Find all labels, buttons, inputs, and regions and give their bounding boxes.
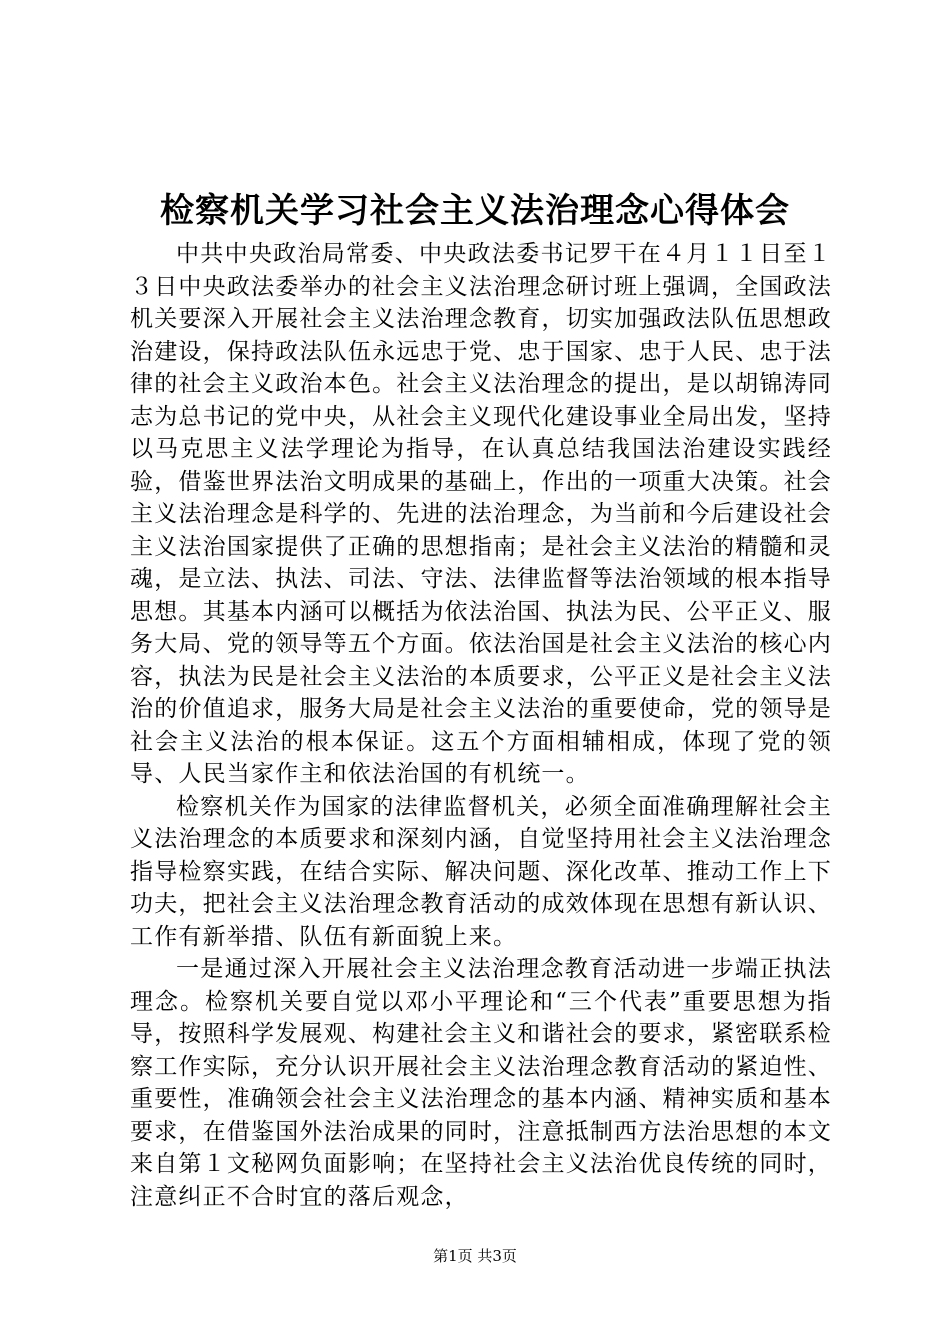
document-title: 检察机关学习社会主义法治理念心得体会	[160, 191, 790, 231]
paragraph-1: 中共中央政治局常委、中央政法委书记罗干在４月１１日至１３日中央政法委举办的社会主义法治理念研讨班上强调，全国政法机关要深入开展社会主义法治理念教育，切实加强政法队伍思想政治建设，保持政法队伍永远忠于党、忠于国家、忠于人民、忠于法律的社会主义政治本色。社会主义法治理念的提出，是以胡锦涛同志为总书记的党中央，从社会主义现代化建设事业全局出发，坚持以马克思主义法学理论为指导，在认真总结我国法治建设实践经验，借鉴世界法治文明成果的基础上，作出的一项重大决策。社会主义法治理念是科学的、先进的法治理念，为当前和今后建设社会主义法治国家提供了正确的思想指南；是社会主义法治的精髓和灵魂，是立法、执法、司法、守法、法律监督等法治领域的根本指导思想。其基本内涵可以概括为依法治国、执法为民、公平正义、服务大局、党的领导等五个方面。依法治国是社会主义法治的核心内容，执法为民是社会主义法治的本质要求，公平正义是社会主义法治的价值追求，服务大局是社会主义法治的重要使命，党的领导是社会主义法治的根本保证。这五个方面相辅相成，体现了党的领导、人民当家作主和依法治国的有机统一。	[130, 241, 832, 787]
paragraph-2: 检察机关作为国家的法律监督机关，必须全面准确理解社会主义法治理念的本质要求和深刻内涵，自觉坚持用社会主义法治理念指导检察实践，在结合实际、解决问题、深化改革、推动工作上下功夫，把社会主义法治理念教育活动的成效体现在思想有新认识、工作有新举措、队伍有新面貌上来。	[130, 793, 832, 950]
page-footer: 第1页 共3页	[433, 1247, 517, 1265]
document-body	[130, 238, 832, 1213]
paragraph-3: 一是通过深入开展社会主义法治理念教育活动进一步端正执法理念。检察机关要自觉以邓小平理论和“三个代表”重要思想为指导，按照科学发展观、构建社会主义和谐社会的要求，紧密联系检察工作实际，充分认识开展社会主义法治理念教育活动的紧迫性、重要性，准确领会社会主义法治理念的基本内涵、精神实质和基本要求，在借鉴国外法治成果的同时，注意抵制西方法治思想的本文来自第１文秘网负面影响；在坚持社会主义法治优良传统的同时，注意纠正不合时宜的落后观念，	[130, 956, 832, 1210]
